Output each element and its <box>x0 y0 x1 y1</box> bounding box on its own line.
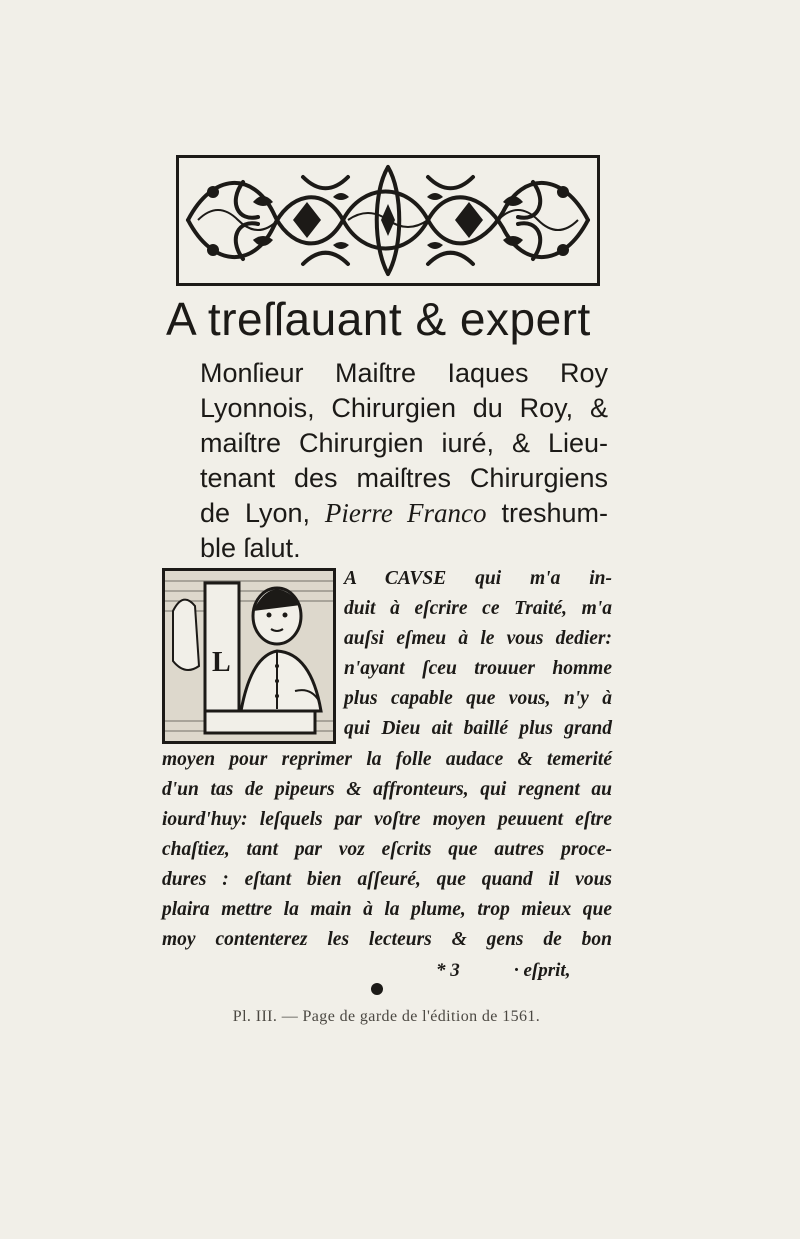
text-line: dures : eſtant bien aſſeuré, que quand il vous <box>162 869 612 890</box>
text-line: moyen pour reprimer la folle audace & temerité <box>162 749 612 770</box>
author-name: Pierre Franco <box>324 498 487 528</box>
dedication-text <box>162 745 612 955</box>
address-line <box>200 496 608 531</box>
address-line: Monſieur Maiſtre Iaques Roy <box>200 358 608 388</box>
dedication-title: A treſſauant & expert <box>166 293 591 345</box>
text-line: duit à eſcrire ce Traité, m'a <box>344 598 612 619</box>
text-line: plus capable que vous, n'y à <box>344 688 612 709</box>
text-line: plaira mettre la main à la plume, trop mieux que <box>162 899 612 920</box>
text-line: iourd'huy: leſquels par voſtre moyen peuuent eſtre <box>162 809 612 830</box>
catchline <box>162 960 612 986</box>
text-line: qui Dieu ait baillé plus grand <box>344 718 612 739</box>
signature-mark: * 3 <box>436 960 460 981</box>
dedication-address <box>200 356 608 566</box>
catchword: · eſprit, <box>514 960 571 981</box>
address-suffix: treshum- <box>486 498 608 528</box>
text-line: A CAVSE qui m'a in- <box>344 568 612 589</box>
drop-cap-portrait-icon <box>165 571 333 741</box>
text-line: n'ayant ſceu trouuer homme <box>344 658 612 679</box>
historiated-initial <box>162 568 336 744</box>
plate-caption: Pl. III. — Page de garde de l'édition de 1561. <box>232 1008 541 1025</box>
address-line: ble ſalut. <box>200 533 301 563</box>
initial-letter: L <box>212 647 231 678</box>
address-line: Lyonnois, Chirurgien du Roy, & <box>200 393 608 423</box>
ink-dot <box>371 983 383 995</box>
address-line: tenant des maiſtres Chirurgiens <box>200 463 608 493</box>
text-line: auſsi eſmeu à le vous dedier: <box>344 628 612 649</box>
arabesque-ornament-icon <box>183 162 593 279</box>
address-prefix: de Lyon, <box>200 498 325 528</box>
ornamental-headpiece <box>176 155 600 286</box>
text-line: chaſtiez, tant par voz eſcrits que autres proce- <box>162 839 612 860</box>
text-line: moy contenterez les lecteurs & gens de bon <box>162 929 612 950</box>
dedication-text-beside-initial <box>344 564 612 744</box>
address-line: maiſtre Chirurgien iuré, & Lieu- <box>200 428 608 458</box>
text-line: d'un tas de pipeurs & affronteurs, qui regnent au <box>162 779 612 800</box>
